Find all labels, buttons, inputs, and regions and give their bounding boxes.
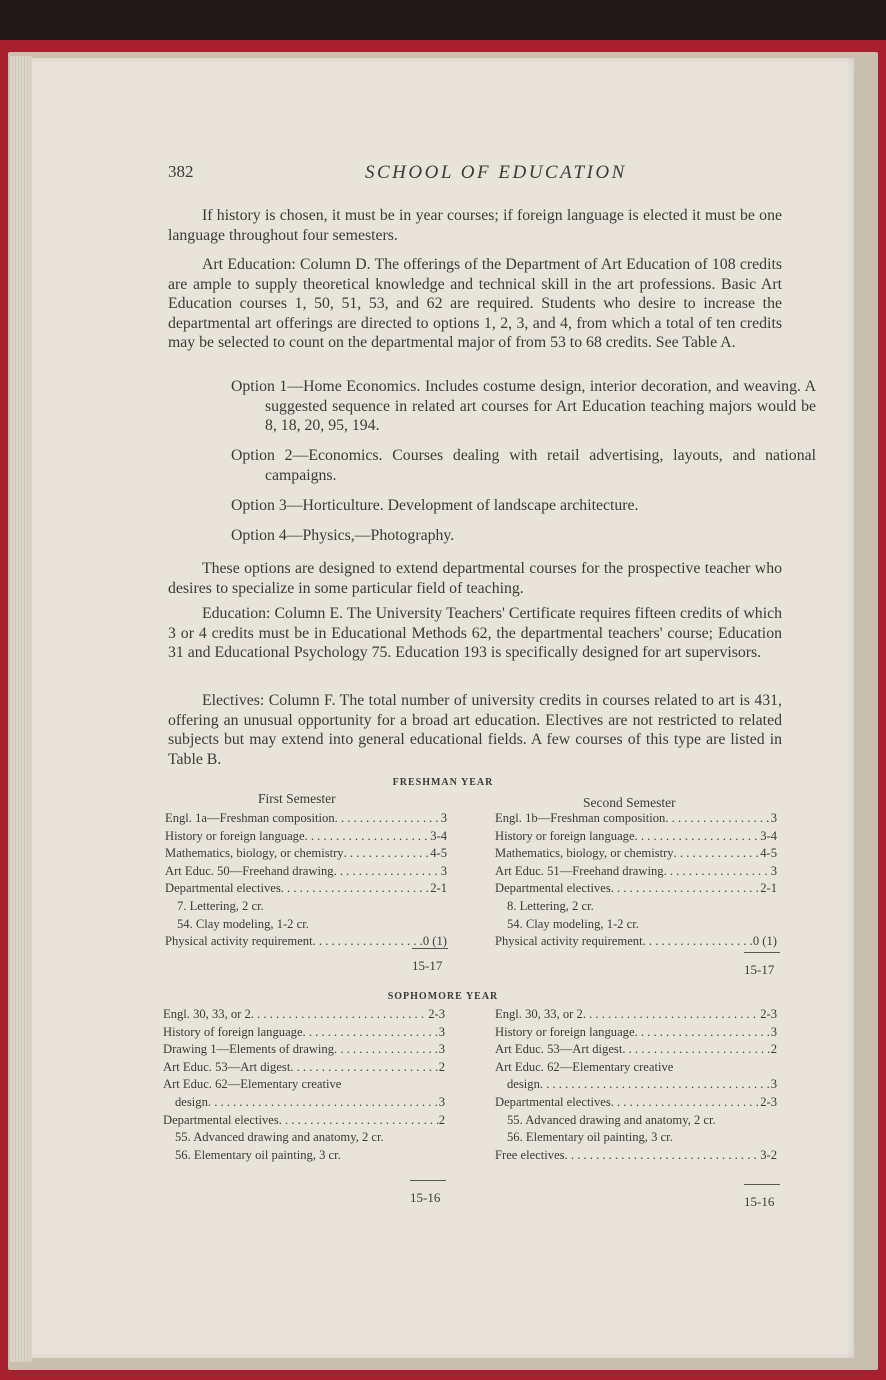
elective-option: 7. Lettering, 2 cr. — [177, 898, 264, 913]
elective-option: 54. Clay modeling, 1-2 cr. — [507, 916, 639, 931]
sophomore-first-semester — [163, 1006, 445, 1164]
course-row: Art Educ. 53—Art digest . . . 2 — [163, 1059, 445, 1077]
course-row: Departmental electives . . . 2-1 — [495, 880, 777, 898]
total-rule — [744, 1184, 780, 1185]
elective-option: 56. Elementary oil painting, 3 cr. — [507, 1130, 673, 1145]
course-row: Departmental electives . . . 2-1 — [165, 880, 447, 898]
freshman-second-total: 15-17 — [744, 962, 775, 977]
course-row: History or foreign language . . . 3-4 — [495, 828, 777, 846]
total-rule — [744, 952, 780, 953]
option-1: Option 1—Home Economics. Includes costume design, interior decoration, and weaving. A suggested sequence in related art courses for Art Education teaching majors would be 8, 18, 20, 95, 194. — [231, 378, 816, 435]
course-row: Engl. 1b—Freshman composition . . . 3 — [495, 810, 777, 828]
option-3: Option 3—Horticulture. Development of landscape architecture. — [231, 497, 639, 514]
elective-option: 56. Elementary oil painting, 3 cr. — [175, 1147, 341, 1162]
option-2: Option 2—Economics. Courses dealing with retail advertising, layouts, and national campaigns. — [231, 447, 816, 484]
course-row: History of foreign language . . . 3 — [163, 1024, 445, 1042]
sophomore-second-total: 15-16 — [744, 1194, 775, 1209]
page-edges — [10, 56, 32, 1362]
paragraph-education: Education: Column E. The University Teachers' Certificate requires fifteen credits of which 3 or 4 credits must be in Educational Methods 62, the departmental teachers' course; Education 31 and Educational Psychology 75. Education 193 is specifically designed for art supervisors. — [168, 605, 782, 662]
total-rule — [410, 1180, 446, 1181]
course-row: Engl. 1a—Freshman composition . . . 3 — [165, 810, 447, 828]
paragraph-history: If history is chosen, it must be in year courses; if foreign language is elected it must be one language throughout four semesters. — [168, 207, 782, 244]
total-rule — [412, 948, 448, 949]
paragraph-electives: Electives: Column F. The total number of university credits in courses related to art is 431, offering an unusual opportunity for a broad art education. Electives are not restricted to related subjects but may extend into general educational fields. A few courses of this type are listed in Table B. — [168, 692, 782, 768]
course-row: Departmental electives . . . 2 — [163, 1112, 445, 1130]
page-number: 382 — [168, 162, 194, 181]
freshman-first-semester — [165, 810, 447, 951]
second-semester-label: Second Semester — [583, 795, 676, 810]
freshman-second-semester — [495, 810, 777, 951]
sophomore-year-heading: SOPHOMORE YEAR — [387, 991, 499, 1002]
freshman-first-total: 15-17 — [412, 958, 443, 973]
course-row: Engl. 30, 33, or 2 . . . 2-3 — [163, 1006, 445, 1024]
course-row: Mathematics, biology, or chemistry . . . 4-5 — [165, 845, 447, 863]
elective-option: 54. Clay modeling, 1-2 cr. — [177, 916, 309, 931]
elective-option: 55. Advanced drawing and anatomy, 2 cr. — [175, 1130, 384, 1145]
elective-option: 8. Lettering, 2 cr. — [507, 898, 594, 913]
course-row: History or foreign language . . . 3-4 — [165, 828, 447, 846]
course-row: Physical activity requirement . . . 0 (1) — [495, 933, 777, 951]
course-row: Art Educ. 51—Freehand drawing . . . 3 — [495, 863, 777, 881]
course-row: Art Educ. 50—Freehand drawing . . . 3 — [165, 863, 447, 881]
course-row: Departmental electives . . . 2-3 — [495, 1094, 777, 1112]
first-semester-label: First Semester — [258, 791, 336, 806]
elective-option: 55. Advanced drawing and anatomy, 2 cr. — [507, 1112, 716, 1127]
course-row: Drawing 1—Elements of drawing . . . 3 — [163, 1041, 445, 1059]
option-4: Option 4—Physics,—Photography. — [231, 527, 455, 544]
course-row: Mathematics, biology, or chemistry . . . 4-5 — [495, 845, 777, 863]
course-row: Engl. 30, 33, or 2 . . . 2-3 — [495, 1006, 777, 1024]
course-row: Art Educ. 62—Elementary creative — [495, 1059, 674, 1074]
running-head: SCHOOL OF EDUCATION — [365, 162, 627, 183]
paragraph-options: These options are designed to extend departmental courses for the prospective teacher who desires to specialize in some particular field of teaching. — [168, 560, 782, 597]
course-row: Free electives . . . 3-2 — [495, 1147, 777, 1165]
course-row: Art Educ. 53—Art digest . . . 2 — [495, 1041, 777, 1059]
course-row: design . . . 3 — [495, 1076, 777, 1094]
course-row: Art Educ. 62—Elementary creative — [163, 1077, 342, 1092]
sophomore-second-semester — [495, 1006, 777, 1164]
paragraph-art-education: Art Education: Column D. The offerings of the Department of Art Education of 108 credits are ample to supply theoretical knowledge and technical skill in the art professions. Basic Art Education courses 1, 50, 51, 53, and 62 are required. Students who desire to increase the departmental art offerings are directed to options 1, 2, 3, and 4, from which a total of ten credits may be selected to count on the departmental major of from 53 to 68 credits. See Table A. — [168, 256, 782, 352]
course-row: History or foreign language . . . 3 — [495, 1024, 777, 1042]
freshman-year-heading: FRESHMAN YEAR — [392, 777, 494, 788]
sophomore-first-total: 15-16 — [410, 1190, 441, 1205]
course-row: Physical activity requirement . . . 0 (1) — [165, 933, 447, 951]
course-row: design . . . 3 — [163, 1094, 445, 1112]
